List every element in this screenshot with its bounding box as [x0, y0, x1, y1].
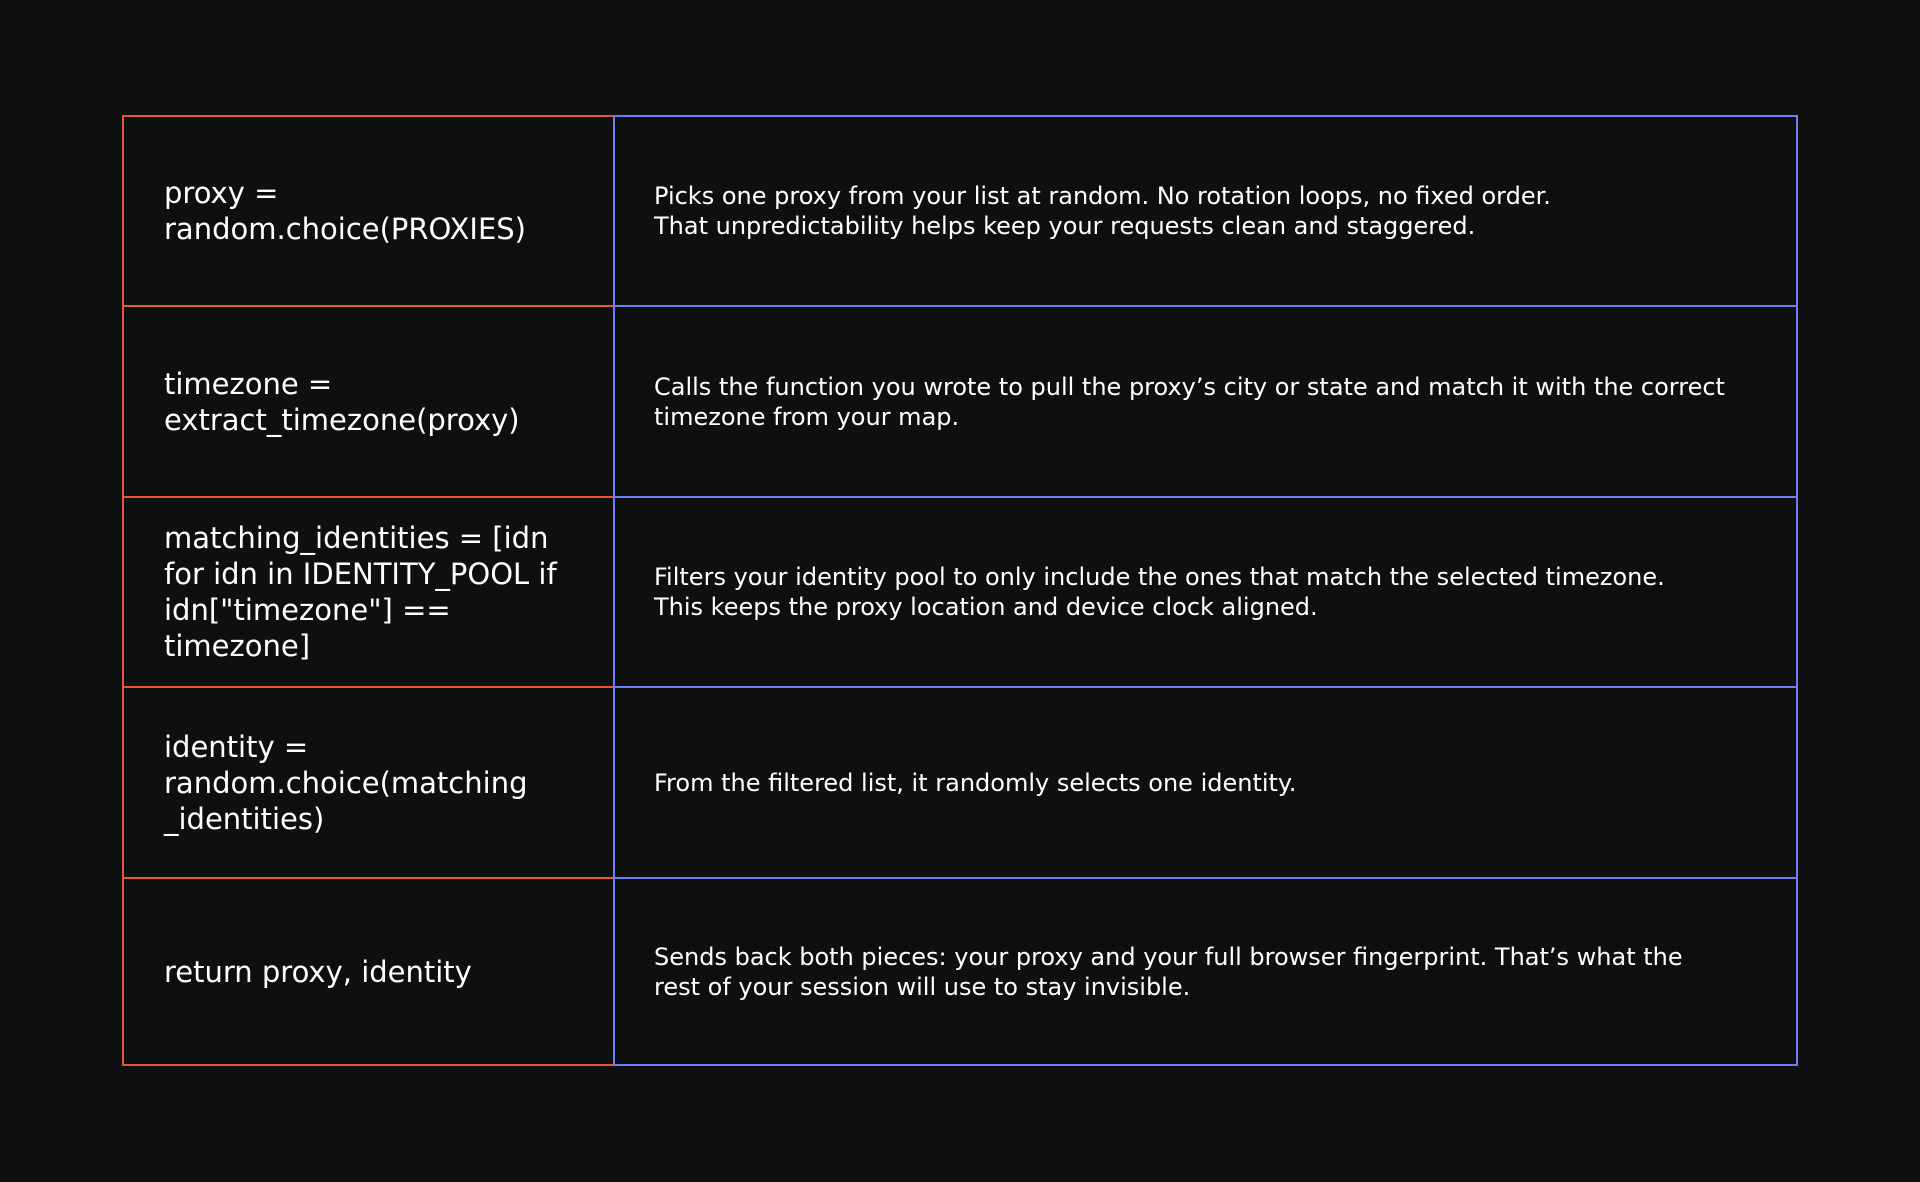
code-description: Picks one proxy from your list at random. No rotation loops, no fixed order. That unpredictability helps keep your requests clean and staggered.	[654, 182, 1551, 240]
code-snippet: matching_identities = [idn for idn in IDENTITY_POOL if idn["timezone"] == timezone]	[164, 521, 557, 663]
code-cell	[122, 496, 613, 686]
description-cell	[613, 305, 1798, 496]
code-description: From the filtered list, it randomly selects one identity.	[654, 768, 1297, 797]
code-snippet: identity = random.choice(matching _identities)	[164, 729, 528, 836]
code-explanation-table	[122, 115, 1798, 1066]
code-cell	[122, 686, 613, 877]
code-cell	[122, 877, 613, 1066]
description-cell	[613, 877, 1798, 1066]
code-snippet: return proxy, identity	[164, 954, 472, 989]
code-snippet: timezone = extract_timezone(proxy)	[164, 366, 520, 437]
description-cell	[613, 115, 1798, 305]
code-cell	[122, 305, 613, 496]
code-description: Sends back both pieces: your proxy and your full browser fingerprint. That’s what the rest of your session will use to stay invisible.	[654, 942, 1683, 1001]
code-snippet: proxy = random.choice(PROXIES)	[164, 176, 526, 246]
code-description: Calls the function you wrote to pull the proxy’s city or state and match it with the correct timezone from your map.	[654, 372, 1725, 431]
code-description: Filters your identity pool to only include the ones that match the selected timezone. This keeps the proxy location and device clock aligned.	[654, 563, 1665, 621]
description-cell	[613, 686, 1798, 877]
code-cell	[122, 115, 613, 305]
description-cell	[613, 496, 1798, 686]
